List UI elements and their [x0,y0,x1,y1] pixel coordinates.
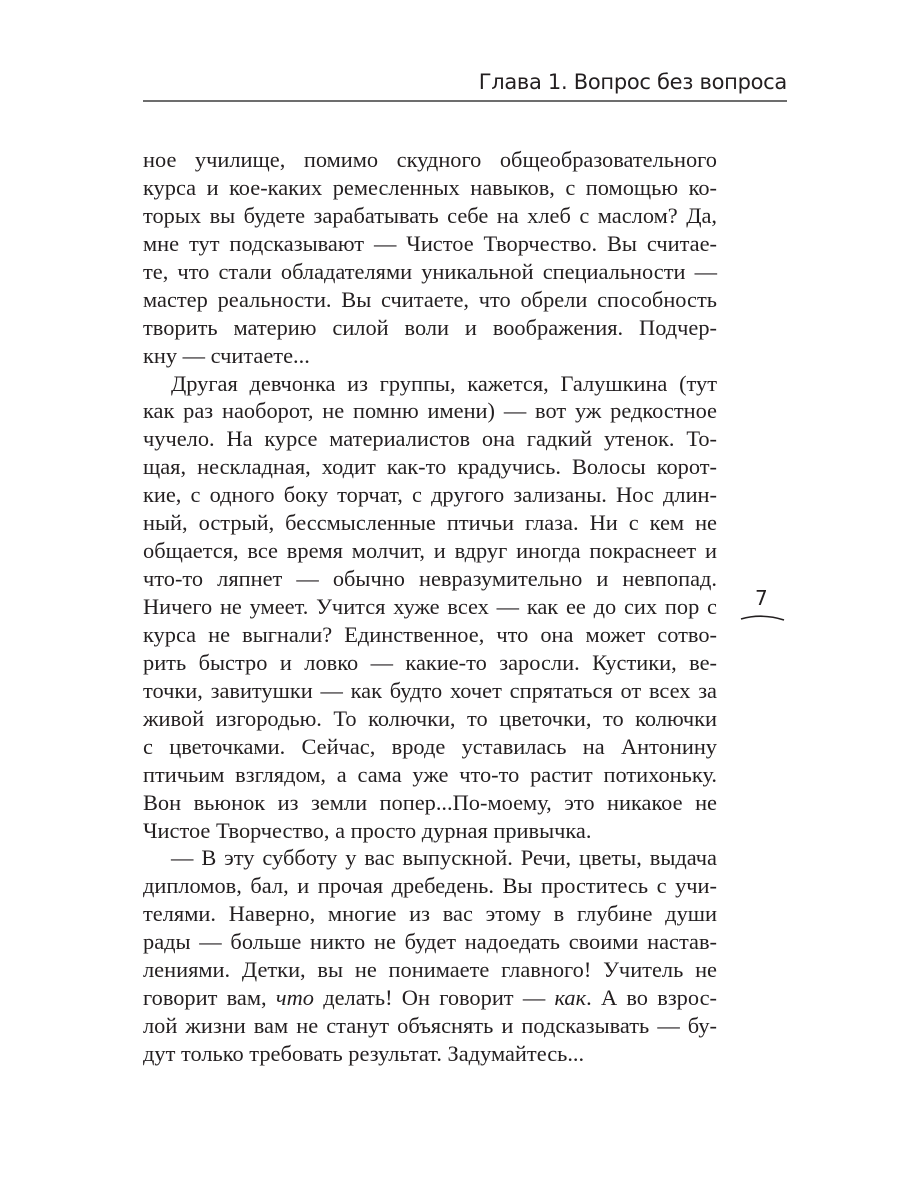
italic-emphasis: как [554,985,587,1011]
text-segment: Чистое Творчество, а просто дурная привычка. [143,817,592,843]
text-line [143,1012,717,1040]
text-line [143,230,717,258]
text-segment: как раз наоборот, не помню имени) — вот уж редкостное [143,398,717,424]
text-line [143,649,717,677]
text-line [143,705,717,733]
text-segment: курса не выгнали? Единственное, что она может сотво- [143,621,717,647]
text-segment: лой жизни вам не станут объяснять и подсказывать — бу- [143,1013,717,1039]
text-segment: точки, завитушки — как будто хочет спрятаться от всех за [143,677,717,703]
text-segment: Вон вьюнок из земли попер...По-моему, это никакое не [143,789,717,815]
text-segment: живой изгородью. То колючки, то цветочки, то колючки [143,705,717,731]
text-segment: чучело. На курсе материалистов она гадкий утенок. То- [143,426,717,452]
text-segment: птичьим взглядом, а сама уже что-то растит потихоньку. [143,761,717,787]
text-line [143,677,717,705]
text-segment: творить материю силой воли и воображения. Подчер- [143,314,717,340]
text-line [143,733,717,761]
text-line [143,537,717,565]
text-segment: кну — считаете... [143,342,310,368]
text-line [143,761,717,789]
text-line [143,817,717,845]
page-number-swash-ornament [740,612,786,624]
text-line [143,565,717,593]
text-segment: делать! Он говорит — [313,985,555,1011]
text-segment: рады — больше никто не будет надоедать своими настав- [143,929,717,955]
text-line [143,984,717,1012]
text-segment: рить быстро и ловко — какие-то заросли. Кустики, ве- [143,649,717,675]
text-line [143,900,717,928]
text-line [143,1040,717,1068]
text-line [143,509,717,537]
text-segment: дипломов, бал, и прочая дребедень. Вы проститесь с учи- [143,873,717,899]
text-line [143,397,717,425]
text-segment: Ничего не умеет. Учится хуже всех — как ее до сих пор с [143,594,717,619]
text-segment: щая, нескладная, ходит как-то крадучись. Волосы корот- [143,454,717,480]
text-line [143,928,717,956]
text-line [143,202,717,230]
running-header-title: Глава 1. Вопрос без вопроса [478,70,787,94]
text-line [143,425,717,453]
text-line [143,286,717,314]
text-line [143,174,717,202]
text-line [143,789,717,817]
text-segment: ное училище, помимо скудного общеобразовательного [143,147,717,172]
text-segment: ный, острый, бессмысленные птичьи глаза. Ни с кем не [143,510,717,536]
text-segment: курса и кое-каких ремесленных навыков, с помощью ко- [143,174,717,200]
text-segment: те, что стали обладателями уникальной специальности — [143,258,717,284]
text-line [143,370,717,398]
text-segment: лениями. Детки, вы не понимаете главного! Учитель не [143,957,717,983]
text-line [143,872,717,900]
italic-emphasis: что [275,985,314,1011]
text-segment: кие, с одного боку торчат, с другого зализаны. Нос длин- [143,482,717,508]
text-segment: — В эту субботу у вас выпускной. Речи, цветы, выдача [171,845,717,871]
text-segment: с цветочками. Сейчас, вроде уставилась на Антонину [143,733,717,759]
text-line [143,481,717,509]
text-line [143,258,717,286]
text-line [143,146,717,174]
text-line [143,342,717,370]
text-line [143,956,717,984]
text-line [143,593,717,621]
body-text [143,146,717,1068]
text-segment: . А во взрос- [586,985,718,1011]
text-line [143,314,717,342]
text-segment: телями. Наверно, многие из вас этому в глубине души [143,901,717,927]
text-segment: говорит вам, [143,985,276,1011]
text-line [143,453,717,481]
text-line [143,621,717,649]
text-segment: дут только требовать результат. Задумайтесь... [143,1041,585,1066]
text-segment: что-то ляпнет — обычно невразумительно и невпопад. [143,566,717,592]
text-segment: мастер реальности. Вы считаете, что обрели способность [143,286,717,312]
text-segment: торых вы будете зарабатывать себе на хлеб с маслом? Да, [143,202,717,228]
page-number: 7 [755,586,768,610]
text-segment: мне тут подсказывают — Чистое Творчество. Вы считае- [143,230,717,256]
header-rule [143,100,787,102]
text-segment: Другая девчонка из группы, кажется, Галушкина (тут [171,370,717,396]
text-segment: общается, все время молчит, и вдруг иногда покраснеет и [143,538,717,564]
text-line [143,844,717,872]
